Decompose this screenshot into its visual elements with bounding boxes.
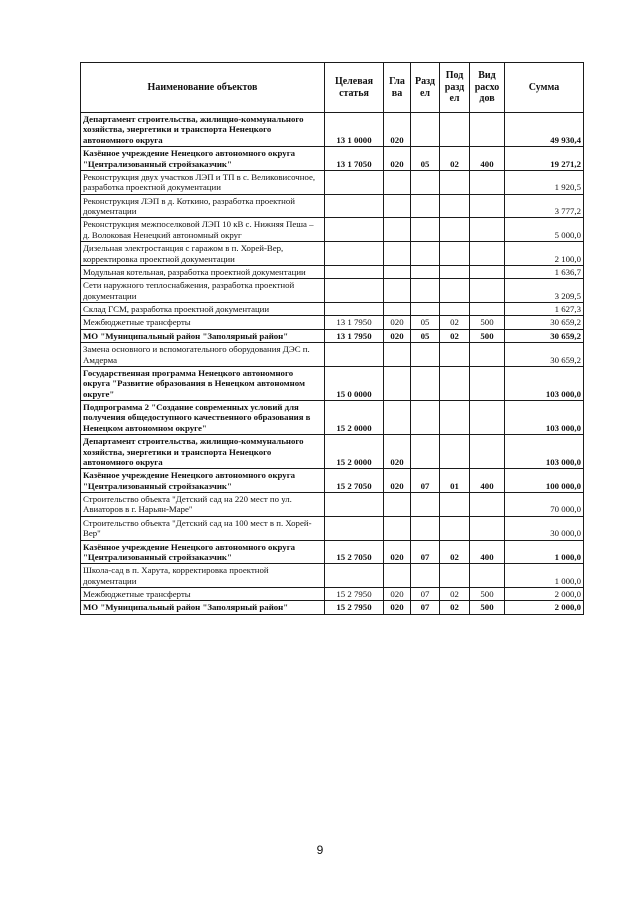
table-row (81, 435, 584, 469)
cell-section (411, 401, 440, 435)
cell-subsection: 02 (440, 147, 470, 171)
cell-section (411, 435, 440, 469)
cell-name: Реконструкция межпоселковой ЛЭП 10 кВ с. Нижняя Пеша – д. Волоковая Ненецкий автономный округ (81, 218, 325, 242)
header-chapter: Гла ва (384, 63, 411, 113)
cell-target: 13 1 0000 (325, 113, 384, 147)
cell-chapter: 020 (384, 588, 411, 601)
header-amount: Сумма (505, 63, 584, 113)
cell-target: 15 2 7050 (325, 469, 384, 493)
cell-chapter (384, 564, 411, 588)
cell-chapter: 020 (384, 469, 411, 493)
table-row (81, 218, 584, 242)
cell-subsection (440, 303, 470, 316)
cell-expense-type: 500 (470, 329, 505, 342)
cell-chapter: 020 (384, 540, 411, 564)
cell-section: 07 (411, 540, 440, 564)
cell-section: 05 (411, 329, 440, 342)
cell-expense-type (470, 279, 505, 303)
cell-chapter (384, 493, 411, 517)
table-row (81, 303, 584, 316)
cell-section (411, 194, 440, 218)
cell-expense-type (470, 194, 505, 218)
cell-target: 13 1 7950 (325, 329, 384, 342)
cell-target: 15 2 7050 (325, 540, 384, 564)
cell-section: 05 (411, 316, 440, 329)
header-section: Разд ел (411, 63, 440, 113)
cell-amount: 30 659,2 (505, 329, 584, 342)
cell-target (325, 303, 384, 316)
cell-chapter (384, 194, 411, 218)
cell-target (325, 343, 384, 367)
cell-subsection: 01 (440, 469, 470, 493)
cell-subsection (440, 343, 470, 367)
cell-section: 05 (411, 147, 440, 171)
cell-amount: 1 000,0 (505, 564, 584, 588)
table-row (81, 493, 584, 517)
cell-target: 15 2 7950 (325, 588, 384, 601)
cell-expense-type (470, 343, 505, 367)
cell-target: 15 2 0000 (325, 401, 384, 435)
cell-name: Склад ГСМ, разработка проектной документации (81, 303, 325, 316)
cell-section: 07 (411, 588, 440, 601)
table-row (81, 329, 584, 342)
cell-name: Школа-сад в п. Харута, корректировка проектной документации (81, 564, 325, 588)
cell-amount: 30 659,2 (505, 343, 584, 367)
cell-amount: 103 000,0 (505, 401, 584, 435)
table-row (81, 242, 584, 266)
cell-amount: 2 000,0 (505, 588, 584, 601)
cell-section (411, 170, 440, 194)
cell-expense-type: 400 (470, 147, 505, 171)
cell-target: 13 1 7950 (325, 316, 384, 329)
cell-name: Строительство объекта "Детский сад на 100 мест в п. Хорей-Вер" (81, 516, 325, 540)
cell-amount: 100 000,0 (505, 469, 584, 493)
cell-chapter (384, 516, 411, 540)
cell-name: Подпрограмма 2 "Создание современных условий для получения общедоступного качественного образования в Ненецком автономном округе" (81, 401, 325, 435)
cell-chapter (384, 343, 411, 367)
header-expense-type: Вид расхо дов (470, 63, 505, 113)
table-row (81, 194, 584, 218)
table-row (81, 265, 584, 278)
cell-chapter (384, 242, 411, 266)
cell-target (325, 564, 384, 588)
cell-amount: 49 930,4 (505, 113, 584, 147)
cell-section (411, 564, 440, 588)
table-row (81, 170, 584, 194)
cell-amount: 30 659,2 (505, 316, 584, 329)
cell-section (411, 516, 440, 540)
cell-expense-type: 500 (470, 601, 505, 614)
cell-name: Межбюджетные трансферты (81, 316, 325, 329)
cell-target: 13 1 7050 (325, 147, 384, 171)
cell-amount: 3 209,5 (505, 279, 584, 303)
cell-target (325, 516, 384, 540)
cell-chapter (384, 366, 411, 400)
cell-section: 07 (411, 601, 440, 614)
cell-name: Казённое учреждение Ненецкого автономного округа "Централизованный стройзаказчик" (81, 147, 325, 171)
header-name: Наименование объектов (81, 63, 325, 113)
cell-chapter: 020 (384, 113, 411, 147)
cell-amount: 1 627,3 (505, 303, 584, 316)
table-row (81, 366, 584, 400)
header-target: Целевая статья (325, 63, 384, 113)
cell-expense-type (470, 265, 505, 278)
table-row (81, 469, 584, 493)
table-body (81, 113, 584, 615)
cell-name: Департамент строительства, жилищно-коммунального хозяйства, энергетики и транспорта Ненецкого автономного округа (81, 435, 325, 469)
cell-subsection (440, 242, 470, 266)
cell-amount: 5 000,0 (505, 218, 584, 242)
cell-chapter: 020 (384, 329, 411, 342)
cell-expense-type: 500 (470, 588, 505, 601)
cell-subsection: 02 (440, 316, 470, 329)
cell-subsection (440, 113, 470, 147)
cell-amount: 70 000,0 (505, 493, 584, 517)
cell-amount: 1 636,7 (505, 265, 584, 278)
cell-subsection (440, 218, 470, 242)
cell-chapter: 020 (384, 435, 411, 469)
cell-section (411, 242, 440, 266)
cell-section (411, 366, 440, 400)
cell-subsection (440, 401, 470, 435)
cell-name: Государственная программа Ненецкого автономного округа "Развитие образования в Ненецком автономном округе" (81, 366, 325, 400)
cell-expense-type (470, 303, 505, 316)
cell-name: Модульная котельная, разработка проектной документации (81, 265, 325, 278)
cell-chapter: 020 (384, 147, 411, 171)
table-row (81, 113, 584, 147)
table-row (81, 316, 584, 329)
cell-amount: 1 000,0 (505, 540, 584, 564)
table-row (81, 279, 584, 303)
cell-target (325, 218, 384, 242)
cell-subsection: 02 (440, 540, 470, 564)
cell-section: 07 (411, 469, 440, 493)
cell-expense-type (470, 170, 505, 194)
table-row (81, 147, 584, 171)
cell-name: МО "Муниципальный район "Заполярный район" (81, 601, 325, 614)
cell-subsection (440, 366, 470, 400)
cell-expense-type (470, 435, 505, 469)
table-header-row (81, 63, 584, 113)
cell-name: Казённое учреждение Ненецкого автономного округа "Централизованный стройзаказчик" (81, 469, 325, 493)
cell-section (411, 303, 440, 316)
table-row (81, 601, 584, 614)
cell-subsection (440, 265, 470, 278)
cell-expense-type (470, 218, 505, 242)
cell-amount: 3 777,2 (505, 194, 584, 218)
cell-name: Казённое учреждение Ненецкого автономного округа "Централизованный стройзаказчик" (81, 540, 325, 564)
cell-chapter (384, 265, 411, 278)
cell-expense-type: 400 (470, 469, 505, 493)
cell-subsection (440, 435, 470, 469)
cell-target: 15 0 0000 (325, 366, 384, 400)
cell-subsection: 02 (440, 588, 470, 601)
cell-amount: 19 271,2 (505, 147, 584, 171)
cell-section (411, 265, 440, 278)
cell-chapter: 020 (384, 601, 411, 614)
cell-chapter (384, 218, 411, 242)
table-row (81, 564, 584, 588)
cell-name: Межбюджетные трансферты (81, 588, 325, 601)
cell-chapter (384, 279, 411, 303)
table-row (81, 540, 584, 564)
page-number: 9 (316, 843, 324, 857)
cell-subsection (440, 170, 470, 194)
cell-chapter (384, 170, 411, 194)
cell-subsection: 02 (440, 329, 470, 342)
cell-expense-type (470, 564, 505, 588)
cell-amount: 30 000,0 (505, 516, 584, 540)
cell-section (411, 113, 440, 147)
cell-subsection (440, 493, 470, 517)
cell-name: Реконструкция двух участков ЛЭП и ТП в с. Великовисочное, разработка проектной документации (81, 170, 325, 194)
cell-section (411, 343, 440, 367)
cell-amount: 103 000,0 (505, 366, 584, 400)
cell-target (325, 493, 384, 517)
cell-expense-type (470, 516, 505, 540)
cell-subsection (440, 516, 470, 540)
cell-target (325, 194, 384, 218)
cell-section (411, 279, 440, 303)
cell-name: Строительство объекта "Детский сад на 220 мест по ул. Авиаторов в г. Нарьян-Маре" (81, 493, 325, 517)
cell-expense-type (470, 113, 505, 147)
cell-section (411, 218, 440, 242)
cell-chapter (384, 303, 411, 316)
budget-table (80, 62, 584, 615)
cell-amount: 1 920,5 (505, 170, 584, 194)
cell-amount: 103 000,0 (505, 435, 584, 469)
cell-name: Департамент строительства, жилищно-коммунального хозяйства, энергетики и транспорта Ненецкого автономного округа (81, 113, 325, 147)
cell-amount: 2 000,0 (505, 601, 584, 614)
cell-expense-type (470, 493, 505, 517)
cell-amount: 2 100,0 (505, 242, 584, 266)
table-row (81, 588, 584, 601)
cell-target: 15 2 7950 (325, 601, 384, 614)
table-row (81, 401, 584, 435)
header-subsection: Под разд ел (440, 63, 470, 113)
cell-target (325, 279, 384, 303)
cell-name: Реконструкция ЛЭП в д. Коткино, разработка проектной документации (81, 194, 325, 218)
cell-subsection: 02 (440, 601, 470, 614)
cell-expense-type (470, 366, 505, 400)
cell-expense-type: 400 (470, 540, 505, 564)
cell-chapter: 020 (384, 316, 411, 329)
cell-name: Сети наружного теплоснабжения, разработка проектной документации (81, 279, 325, 303)
cell-subsection (440, 194, 470, 218)
cell-expense-type (470, 401, 505, 435)
cell-name: МО "Муниципальный район "Заполярный район" (81, 329, 325, 342)
cell-target (325, 170, 384, 194)
cell-section (411, 493, 440, 517)
cell-name: Дизельная электростанция с гаражом в п. Хорей-Вер, корректировка проектной документации (81, 242, 325, 266)
cell-subsection (440, 279, 470, 303)
table-row (81, 343, 584, 367)
table-row (81, 516, 584, 540)
cell-target (325, 242, 384, 266)
cell-expense-type: 500 (470, 316, 505, 329)
cell-target (325, 265, 384, 278)
cell-subsection (440, 564, 470, 588)
cell-name: Замена основного и вспомогательного оборудования ДЭС п. Амдерма (81, 343, 325, 367)
cell-target: 15 2 0000 (325, 435, 384, 469)
cell-chapter (384, 401, 411, 435)
cell-expense-type (470, 242, 505, 266)
